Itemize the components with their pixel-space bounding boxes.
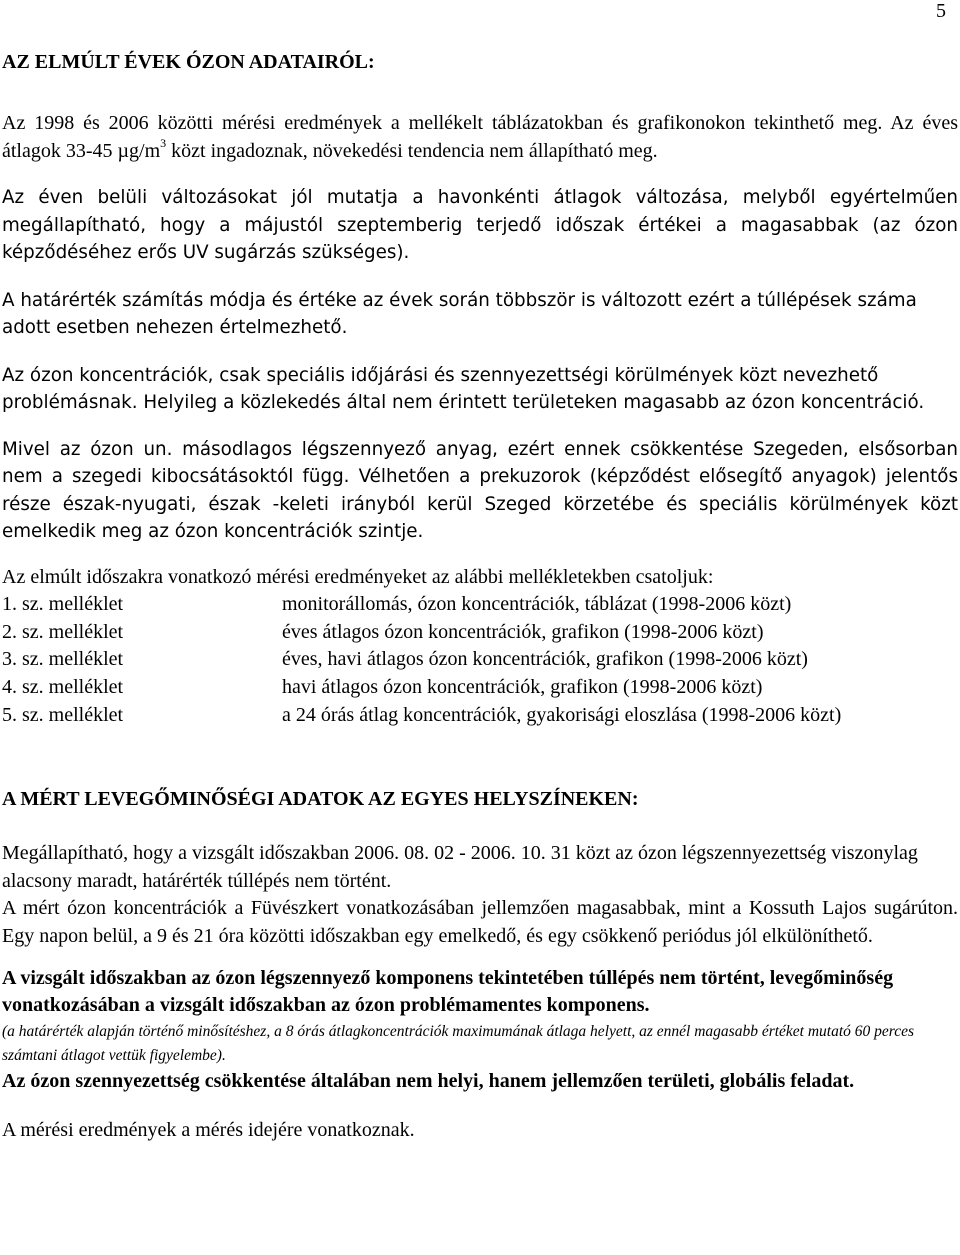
- attachment-label: 3. sz. melléklet: [2, 648, 124, 671]
- intro-text-b: közt ingadoznak, növekedési tendencia nem állapítható meg.: [166, 139, 658, 162]
- attachment-label: 1. sz. melléklet: [2, 593, 124, 616]
- section-heading-ozone-years: AZ ELMÚLT ÉVEK ÓZON ADATAIRÓL:: [2, 51, 375, 73]
- paragraph-attachments-intro: Az elmúlt időszakra vonatkozó mérési eredményeket az alábbi mellékletekben csatoljuk:: [2, 565, 714, 588]
- attachments-list: [2, 591, 958, 729]
- paragraph-location-comparison: A mért ózon koncentrációk a Füvészkert vonatkozásában jellemzően magasabbak, mint a Kossuth Lajos sugárúton. Egy napon belül, a 9 és 21 óra közötti időszakban egy emelkedő, és egy csökkenő periódus jól elkülöníthető.: [2, 897, 958, 948]
- attachment-item: [2, 619, 958, 647]
- paragraph-seasonal-changes: Az éven belüli változásokat jól mutatja a havonkénti átlagok változása, melyből egyértelműen megállapítható, hogy a májustól szeptemberig terjedő időszak értékei a magasabbak (az ózon képződéséhez erős UV sugárzás szükséges).: [2, 187, 958, 264]
- paragraph-limit-value: A határérték számítás módja és értéke az évek során többször is változott ezért a túllépések száma adott esetben nehezen értelmezhető.: [2, 289, 917, 339]
- paragraph-bold-conclusion: A vizsgált időszakban az ózon légszennyező komponens tekintetében túllépés nem történt, levegőminőség vonatkozásában a vizsgált időszakban az ózon problémamentes komponens.: [2, 966, 894, 1017]
- attachment-label: 5. sz. melléklet: [2, 703, 124, 726]
- page-number: 5: [936, 0, 946, 22]
- section-heading-measured-data: A MÉRT LEVEGŐMINŐSÉGI ADATOK AZ EGYES HELYSZÍNEKEN:: [2, 788, 639, 811]
- paragraph-intro: [2, 110, 958, 165]
- paragraph-bold-regional-task: Az ózon szennyezettség csökkentése általában nem helyi, hanem jellemzően területi, globális feladat.: [2, 1069, 855, 1092]
- paragraph-conditions: Az ózon koncentrációk, csak speciális időjárási és szennyezettségi körülmények közt nevezhető problémásnak. Helyileg a közlekedés által nem érintett területeken magasabb az ózon koncentráció.: [2, 364, 925, 414]
- attachment-description: éves, havi átlagos ózon koncentrációk, grafikon (1998-2006 közt): [282, 648, 808, 671]
- attachment-description: a 24 órás átlag koncentrációk, gyakorisági eloszlása (1998-2006 közt): [282, 703, 842, 726]
- paragraph-footnote: (a határérték alapján történő minősítéshez, a 8 órás átlagkoncentrációk maximumának átlaga helyett, az ennél magasabb értéket mutató 60 perces számtani átlagot vettük figyelembe).: [2, 1022, 915, 1064]
- attachment-item: [2, 674, 958, 702]
- paragraph-closing-note: A mérési eredmények a mérés idejére vonatkoznak.: [2, 1119, 415, 1142]
- attachment-description: havi átlagos ózon koncentrációk, grafikon (1998-2006 közt): [282, 676, 763, 699]
- attachment-label: 4. sz. melléklet: [2, 676, 124, 699]
- attachment-item: [2, 646, 958, 674]
- unit-superscript: 3: [160, 135, 167, 150]
- attachment-label: 2. sz. melléklet: [2, 620, 124, 643]
- paragraph-secondary-pollutant: Mivel az ózon un. másodlagos légszennyező anyag, ezért ennek csökkentése Szegeden, elsősorban nem a szegedi kibocsátásoktól függ. Vélhetően a prekuzorok (képződést elősegítő anyagok) jelentős része észak-nyugati, észak -keleti irányból kerül Szeged körzetébe és speciális körülmények közt emelkedik meg az ózon koncentrációk szintje.: [2, 438, 958, 543]
- attachment-item: [2, 591, 958, 619]
- document-body: [2, 51, 958, 1145]
- attachment-description: éves átlagos ózon koncentrációk, grafikon (1998-2006 közt): [282, 620, 764, 643]
- attachment-description: monitorállomás, ózon koncentrációk, táblázat (1998-2006 közt): [282, 593, 792, 616]
- attachment-item: [2, 702, 958, 730]
- paragraph-measurement-period: Megállapítható, hogy a vizsgált időszakban 2006. 08. 02 - 2006. 10. 31 közt az ózon légszennyezettség viszonylag alacsony maradt, határérték túllépés nem történt.: [2, 842, 918, 892]
- intro-text-a: Az 1998 és 2006 közötti mérési eredmények a mellékelt táblázatokban és grafikonokon tekinthető meg. Az éves átlagok 33-45 µg/m: [2, 112, 958, 162]
